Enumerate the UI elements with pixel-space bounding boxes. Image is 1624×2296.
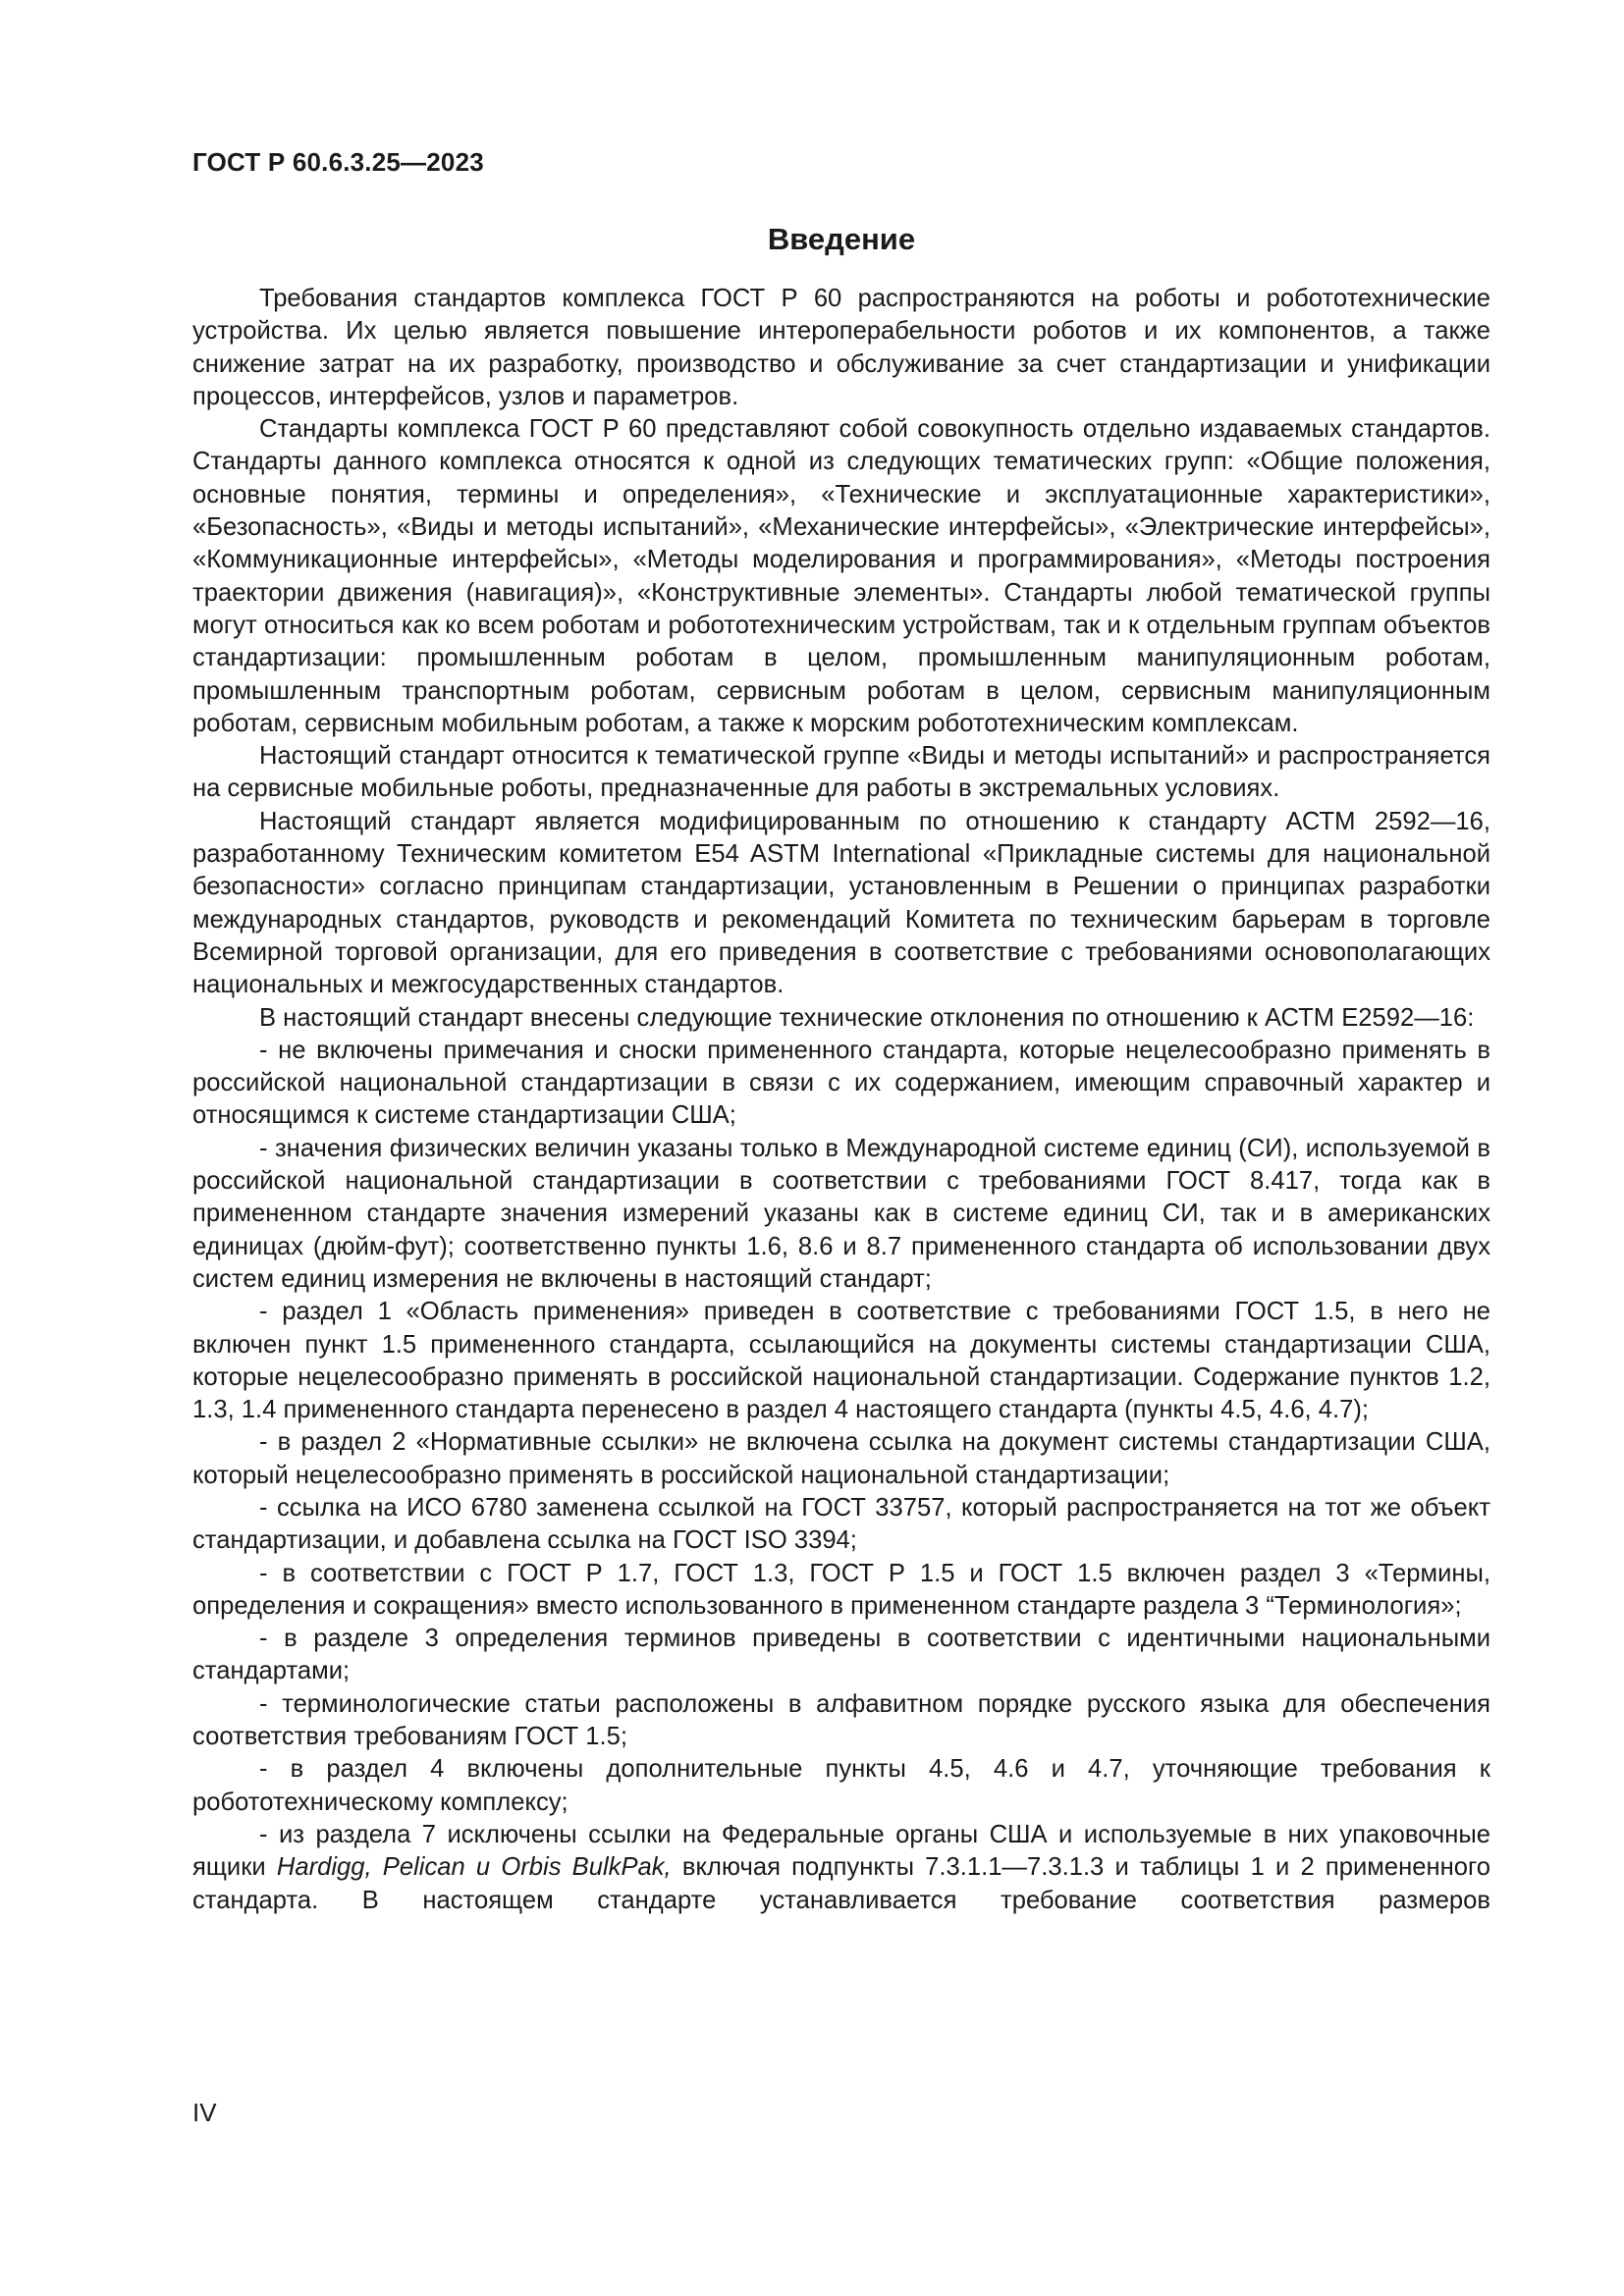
paragraph: Стандарты комплекса ГОСТ Р 60 представляют собой совокупность отдельно издаваемых стандартов. Стандарты данного комплекса относятся к одной из следующих тематических групп: «Общие положения, основные понятия, термины и определения», «Технические и эксплуатационные характеристики», «Безопасность», «Виды и методы испытаний», «Механические интерфейсы», «Электрические интерфейсы», «Коммуникационные интерфейсы», «Методы моделирования и программирования», «Методы построения траектории движения (навигация)», «Конструктивные элементы». Стандарты любой тематической группы могут относиться как ко всем роботам и робототехническим устройствам, так и к отдельным группам объектов стандартизации: промышленным роботам в целом, промышленным манипуляционным роботам, промышленным транспортным роботам, сервисным роботам в целом, сервисным манипуляционным роботам, сервисным мобильным роботам, а также к морским робототехническим комплексам. xyxy=(192,415,1490,737)
paragraph: Настоящий стандарт является модифицированным по отношению к стандарту АСТМ 2592—16, разработанному Техническим комитетом E54 ASTM International «Прикладные системы для национальной безопасности» согласно принципам стандартизации, установленным в Решении о принципах разработки международных стандартов, руководств и рекомендаций Комитета по техническим барьерам в торговле Всемирной торговой организации, для его приведения в соответствие с требованиями основополагающих национальных и межгосударственных стандартов. xyxy=(192,807,1490,999)
page-number: IV xyxy=(192,2098,217,2127)
list-item: - в раздел 4 включены дополнительные пункты 4.5, 4.6 и 4.7, уточняющие требования к робототехническому комплексу; xyxy=(192,1755,1490,1816)
paragraph-text: включая подпункты 7.3.1.1—7.3.1.3 и таблицы 1 и 2 примененного стандарта. В настоящем стандарте устанавливается требование соответствия размеров xyxy=(192,1853,1490,1914)
paragraph: Настоящий стандарт относится к тематической группе «Виды и методы испытаний» и распространяется на сервисные мобильные роботы, предназначенные для работы в экстремальных условиях. xyxy=(192,742,1490,803)
italic-product-names: Hardigg, Pelican и Orbis BulkPak, xyxy=(276,1853,672,1882)
document-code: ГОСТ Р 60.6.3.25—2023 xyxy=(192,147,484,177)
section-title: Введение xyxy=(767,222,916,256)
list-item: - в разделе 3 определения терминов приведены в соответствии с идентичными национальными стандартами; xyxy=(192,1625,1490,1685)
list-item: - терминологические статьи расположены в алфавитном порядке русского языка для обеспечения соответствия требованиям ГОСТ 1.5; xyxy=(192,1689,1490,1751)
paragraph-text: - из раздела 7 исключены ссылки на Федеральные органы США и используемые в них упаковочные ящики xyxy=(192,1820,1490,1882)
list-item: - ссылка на ИСО 6780 заменена ссылкой на ГОСТ 33757, который распространяется на тот же объект стандартизации, и добавлена ссылка на ГОСТ ISO 3394; xyxy=(192,1493,1490,1555)
list-item: - в соответствии с ГОСТ Р 1.7, ГОСТ 1.3, ГОСТ Р 1.5 и ГОСТ 1.5 включен раздел 3 «Термины, определения и сокращения» вместо использованного в примененном стандарте раздела 3 “Терминология»; xyxy=(192,1559,1490,1620)
list-item: - не включены примечания и сноски примененного стандарта, которые нецелесообразно применять в российской национальной стандартизации в связи с их содержанием, имеющим справочный характер и относящимся к системе стандартизации США; xyxy=(192,1036,1490,1130)
introduction-body xyxy=(192,283,1490,1917)
list-item: - раздел 1 «Область применения» приведен в соответствие с требованиями ГОСТ 1.5, в него не включен пункт 1.5 примененного стандарта, ссылающийся на документы системы стандартизации США, которые нецелесообразно применять в российской национальной стандартизации. Содержание пунктов 1.2, 1.3, 1.4 примененного стандарта перенесено в раздел 4 настоящего стандарта (пункты 4.5, 4.6, 4.7); xyxy=(192,1298,1490,1424)
paragraph: Требования стандартов комплекса ГОСТ Р 60 распространяются на роботы и робототехнические устройства. Их целью является повышение интероперабельности роботов и их компонентов, а также снижение затрат на их разработку, производство и обслуживание за счет стандартизации и унификации процессов, интерфейсов, узлов и параметров. xyxy=(192,285,1490,410)
list-item-continued xyxy=(192,1819,1490,1917)
list-item: - в раздел 2 «Нормативные ссылки» не включена ссылка на документ системы стандартизации США, который нецелесообразно применять в российской национальной стандартизации; xyxy=(192,1428,1490,1489)
paragraph: В настоящий стандарт внесены следующие технические отклонения по отношению к АСТМ E2592—16: xyxy=(259,1003,1475,1032)
list-item: - значения физических величин указаны только в Международной системе единиц (СИ), используемой в российской национальной стандартизации в соответствии с требованиями ГОСТ 8.417, тогда как в примененном стандарте значения измерений указаны как в системе единиц СИ, так и в американских единицах (дюйм-фут); соответственно пункты 1.6, 8.6 и 8.7 примененного стандарта об использовании двух систем единиц измерения не включены в настоящий стандарт; xyxy=(192,1134,1490,1293)
